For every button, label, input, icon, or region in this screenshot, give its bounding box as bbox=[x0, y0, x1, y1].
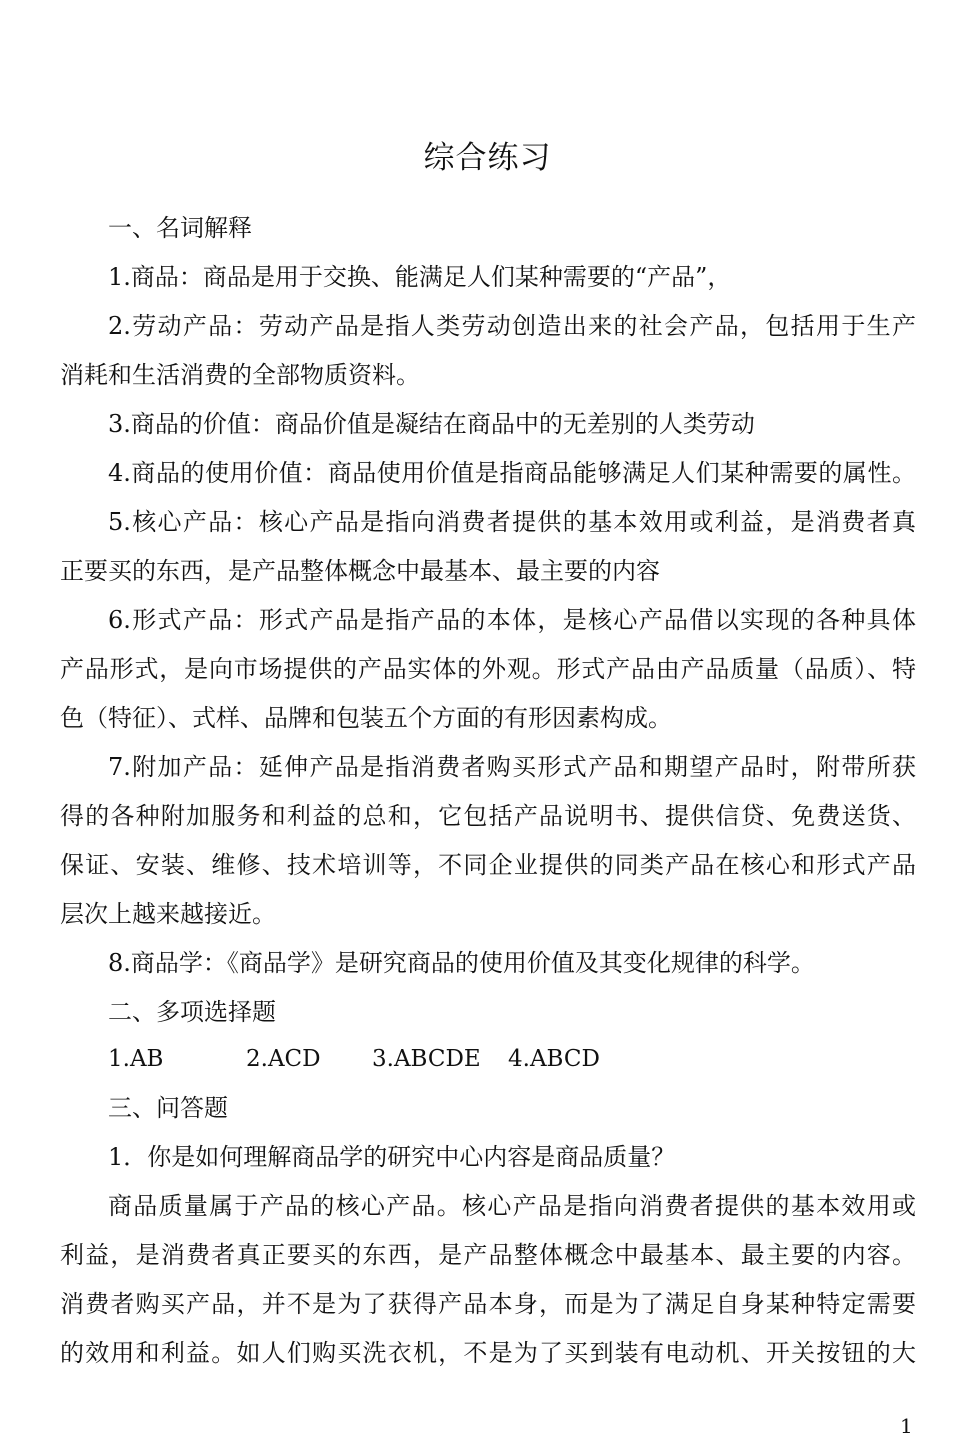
page-number: 1 bbox=[900, 1414, 913, 1438]
definition-item: 7.附加产品：延伸产品是指消费者购买形式产品和期望产品时，附带所获 bbox=[108, 753, 916, 781]
definition-item-continuation: 保证、安装、维修、技术培训等，不同企业提供的同类产品在核心和形式产品 bbox=[60, 851, 916, 879]
section-heading-definitions: 一、名词解释 bbox=[108, 214, 252, 242]
answer-2: 2.ACD bbox=[246, 1046, 321, 1072]
answer-paragraph-continuation: 利益，是消费者真正要买的东西，是产品整体概念中最基本、最主要的内容。 bbox=[60, 1241, 916, 1269]
answer-paragraph-continuation: 消费者购买产品，并不是为了获得产品本身，而是为了满足自身某种特定需要 bbox=[60, 1290, 916, 1318]
definition-item-continuation: 色（特征）、式样、品牌和包装五个方面的有形因素构成。 bbox=[60, 704, 672, 732]
answer-paragraph: 商品质量属于产品的核心产品。核心产品是指向消费者提供的基本效用或 bbox=[108, 1192, 916, 1220]
definition-item-continuation: 产品形式，是向市场提供的产品实体的外观。形式产品由产品质量（品质）、特 bbox=[60, 655, 916, 683]
definition-item-continuation: 消耗和生活消费的全部物质资料。 bbox=[60, 361, 420, 389]
answer-1: 1.AB bbox=[108, 1046, 164, 1072]
section-heading-multiple-choice: 二、多项选择题 bbox=[108, 998, 276, 1026]
definition-item: 3.商品的价值：商品价值是凝结在商品中的无差别的人类劳动 bbox=[108, 410, 755, 438]
answer-3: 3.ABCDE bbox=[372, 1046, 481, 1072]
answer-paragraph-continuation: 的效用和利益。如人们购买洗衣机，不是为了买到装有电动机、开关按钮的大 bbox=[60, 1339, 916, 1367]
definition-item: 2.劳动产品：劳动产品是指人类劳动创造出来的社会产品，包括用于生产 bbox=[108, 312, 916, 340]
definition-item-continuation: 层次上越来越接近。 bbox=[60, 900, 276, 928]
definition-item: 5.核心产品：核心产品是指向消费者提供的基本效用或利益，是消费者真 bbox=[108, 508, 916, 536]
answer-4: 4.ABCD bbox=[508, 1046, 600, 1072]
definition-item-continuation: 得的各种附加服务和利益的总和，它包括产品说明书、提供信贷、免费送货、 bbox=[60, 802, 916, 830]
definition-item: 8.商品学：《商品学》是研究商品的使用价值及其变化规律的科学。 bbox=[108, 949, 815, 977]
question: 1．你是如何理解商品学的研究中心内容是商品质量？ bbox=[108, 1143, 676, 1171]
definition-item: 1.商品：商品是用于交换、能满足人们某种需要的“产品”， bbox=[108, 263, 732, 291]
section-heading-qa: 三、问答题 bbox=[108, 1094, 228, 1122]
definition-item: 4.商品的使用价值：商品使用价值是指商品能够满足人们某种需要的属性。 bbox=[108, 459, 916, 487]
definition-item: 6.形式产品：形式产品是指产品的本体，是核心产品借以实现的各种具体 bbox=[108, 606, 916, 634]
definition-item-continuation: 正要买的东西，是产品整体概念中最基本、最主要的内容 bbox=[60, 557, 660, 585]
page-title: 综合练习 bbox=[423, 140, 552, 176]
